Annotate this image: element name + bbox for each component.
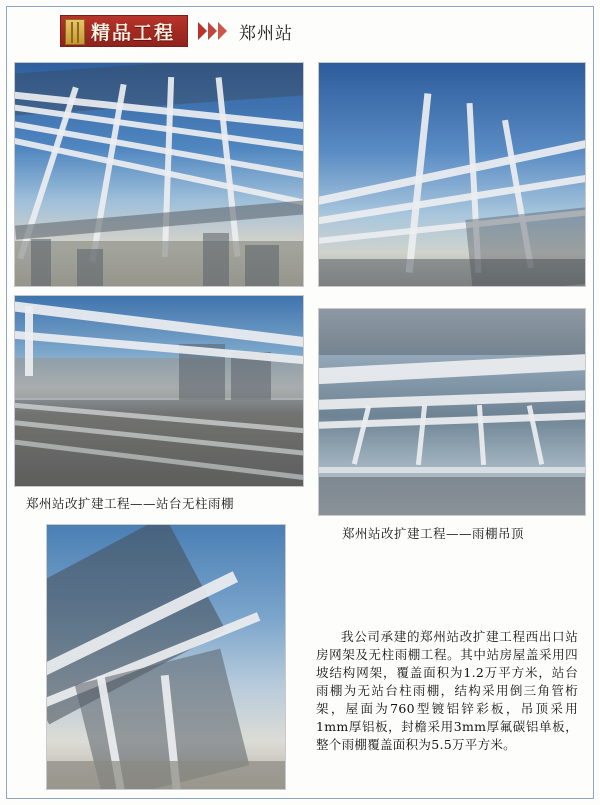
photo-steel-structure (46, 524, 286, 790)
photo-overlay-shape (31, 239, 51, 287)
photo-overlay-shape (25, 306, 33, 376)
chevron-right-icon (198, 22, 227, 40)
chevron-1 (198, 22, 207, 40)
page-header (60, 14, 293, 48)
photo-overlay-shape (203, 233, 229, 287)
caption-platform-canopy: 郑州站改扩建工程——站台无柱雨棚 (26, 496, 235, 511)
bamboo-ornament-icon (65, 19, 85, 45)
chevron-3 (218, 22, 227, 40)
photo-platform-canopy (14, 295, 304, 487)
photo-overlay-shape (47, 761, 286, 790)
caption-canopy-ceiling: 郑州站改扩建工程——雨棚吊顶 (342, 526, 525, 541)
photo-overlay-shape (465, 206, 586, 287)
chevron-2 (208, 22, 217, 40)
featured-project-badge (60, 15, 188, 47)
page-title: 郑州站 (239, 23, 294, 44)
photo-overlay-shape (319, 467, 586, 473)
photo-roof-truss-right (318, 62, 586, 287)
photo-overlay-shape (77, 249, 103, 287)
photo-overlay-shape (245, 245, 279, 287)
photo-overlay-shape (319, 477, 586, 516)
photo-roof-truss-left (14, 62, 304, 287)
badge-label: 精品工程 (91, 21, 176, 44)
photo-overlay-shape (319, 309, 586, 355)
photo-canopy-ceiling (318, 308, 586, 516)
project-description-paragraph: 我公司承建的郑州站改扩建工程西出口站房网架及无柱雨棚工程。其中站房屋盖采用四坡结构网架，覆盖面积为1.2万平方米，站台雨棚为无站台柱雨棚，结构采用倒三角管桁架，屋面为760型镀铝锌彩板，吊顶采用1mm厚铝板，封檐采用3mm厚氟碳铝单板，整个雨棚覆盖面积为5.5万平方米。 (316, 629, 578, 752)
